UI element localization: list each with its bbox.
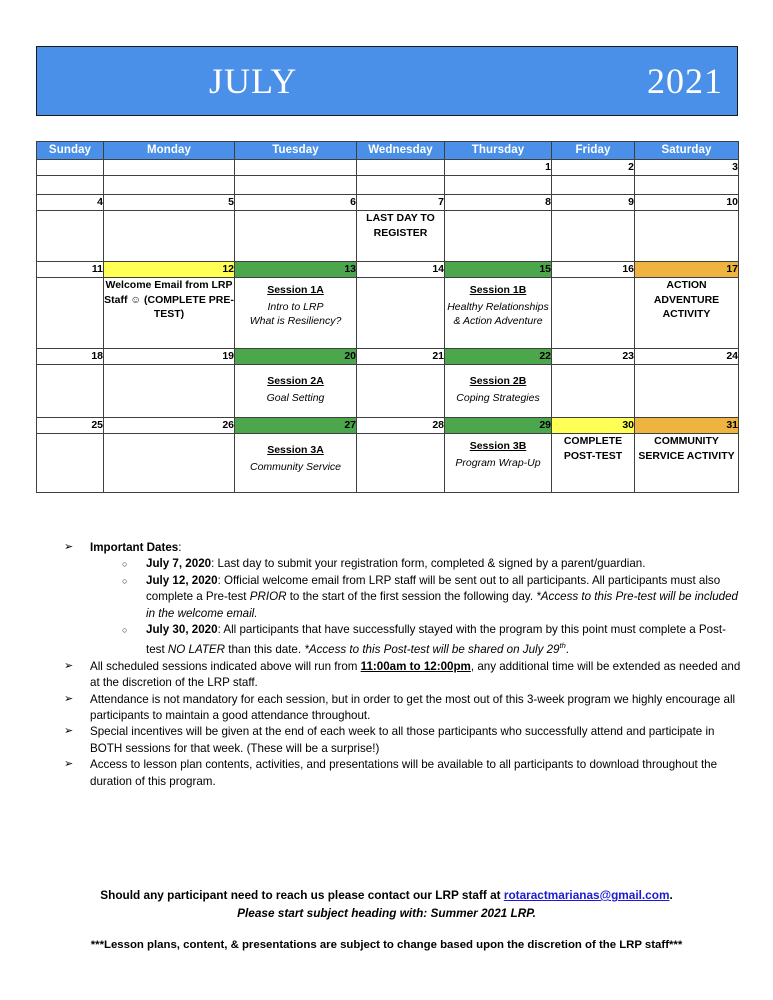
day-number: 2	[552, 160, 635, 176]
day-number: 4	[37, 195, 104, 211]
notes-section	[0, 540, 773, 790]
day-number: 8	[445, 195, 552, 211]
day-cell	[37, 434, 104, 493]
session-subtitle: Program Wrap-Up	[455, 456, 541, 469]
day-cell	[104, 211, 235, 262]
day-cell-jul-27	[235, 434, 357, 493]
month-banner	[36, 46, 738, 116]
posttest-access-note: *Access to this Post-test will be shared on July 29	[304, 643, 560, 657]
day-number: 26	[104, 418, 235, 434]
calendar-table	[36, 141, 739, 493]
date-description-a: : All participants that have successfully stayed with the program by this point must complete a Post-test	[146, 623, 726, 657]
week-5-number-row	[37, 418, 739, 434]
day-cell	[445, 176, 552, 195]
community-service-activity-note: COMMUNITY SERVICE ACTIVITY	[638, 435, 735, 462]
day-number: 10	[635, 195, 739, 211]
date-description-b: to the start of the first session the following day.	[286, 590, 537, 604]
date-description-a: : Official welcome email from LRP staff will be sent out to all participants. All participants must also complete a Pre-test	[146, 573, 721, 604]
day-cell	[357, 176, 445, 195]
day-number: 28	[357, 418, 445, 434]
date-description-b: than this date.	[225, 643, 305, 657]
day-cell	[357, 434, 445, 493]
day-number-highlight-orange: 31	[635, 418, 739, 434]
important-date-july-12	[120, 573, 743, 622]
session-subtitle: Community Service	[249, 460, 342, 473]
day-cell	[552, 211, 635, 262]
day-number: 6	[235, 195, 357, 211]
month-name: JULY	[209, 61, 298, 101]
important-dates-colon: :	[178, 541, 182, 554]
day-cell	[552, 278, 635, 349]
day-number: 9	[552, 195, 635, 211]
session-subtitle: Coping Strategies	[456, 391, 540, 404]
day-number: 3	[635, 160, 739, 176]
day-cell	[635, 365, 739, 418]
calendar-body	[37, 160, 739, 493]
day-number: 7	[357, 195, 445, 211]
contact-email-link[interactable]: rotaractmarianas@gmail.com	[503, 888, 670, 902]
day-number	[235, 160, 357, 176]
session-subtitle: Intro to LRP What is Resiliency?	[249, 300, 342, 327]
day-number: 16	[552, 262, 635, 278]
day-cell-jul-20	[235, 365, 357, 418]
day-number-highlight-yellow: 12	[104, 262, 235, 278]
date-label: July 7, 2020	[146, 557, 212, 571]
important-dates-group	[62, 540, 743, 659]
day-cell	[635, 211, 739, 262]
day-cell	[552, 365, 635, 418]
note-text-b: , any additional time will be extended as needed and at the discretion of the LRP staff.	[90, 659, 741, 690]
important-dates-sublist	[90, 556, 743, 658]
day-cell	[235, 211, 357, 262]
note-text: Special incentives will be given at the end of each week to all those participants who successfully attend and participate in BOTH sessions for that week. (These will be a surprise!)	[90, 725, 715, 755]
date-description: : Last day to submit your registration form, completed & signed by a parent/guardian.	[211, 557, 646, 571]
day-number	[104, 160, 235, 176]
note-incentives	[62, 724, 743, 757]
day-cell	[37, 278, 104, 349]
day-cell	[37, 211, 104, 262]
emphasis-prior: PRIOR	[249, 590, 287, 604]
day-number-highlight-orange: 17	[635, 262, 739, 278]
week-1-number-row	[37, 160, 739, 176]
week-4-number-row	[37, 349, 739, 365]
contact-text-a: Should any participant need to reach us please contact our LRP staff at	[100, 888, 504, 902]
dow-monday: Monday	[104, 142, 235, 160]
day-cell-jul-31	[635, 434, 739, 493]
last-day-to-register-note: LAST DAY TO REGISTER	[366, 212, 435, 239]
session-subtitle: Healthy Relationships & Action Adventure	[447, 300, 549, 327]
contact-text-b: .	[669, 888, 673, 902]
session-title: Session 2B	[469, 375, 527, 387]
day-cell-jul-29	[445, 434, 552, 493]
calendar-grid	[36, 141, 738, 493]
day-cell	[37, 176, 104, 195]
ordinal-suffix: th	[559, 641, 566, 651]
day-number: 14	[357, 262, 445, 278]
day-number-highlight-green: 29	[445, 418, 552, 434]
note-lesson-access	[62, 757, 743, 790]
day-cell-jul-12	[104, 278, 235, 349]
dow-sunday: Sunday	[37, 142, 104, 160]
dow-tuesday: Tuesday	[235, 142, 357, 160]
day-number-highlight-green: 20	[235, 349, 357, 365]
important-date-july-30	[120, 622, 743, 659]
day-number: 25	[37, 418, 104, 434]
day-number: 1	[445, 160, 552, 176]
important-dates-label: Important Dates	[90, 541, 179, 554]
session-title: Session 2A	[267, 375, 324, 387]
note-text: Attendance is not mandatory for each session, but in order to get the most out of this 3-week program we highly encourage all participants to maintain a good attendance throughout.	[90, 692, 736, 722]
day-number: 5	[104, 195, 235, 211]
important-date-july-7	[120, 556, 743, 572]
day-cell	[37, 365, 104, 418]
session-title: Session 1A	[267, 284, 324, 296]
day-cell	[357, 278, 445, 349]
complete-post-test-note: COMPLETE POST-TEST	[563, 435, 623, 462]
day-cell	[104, 176, 235, 195]
day-number-highlight-yellow: 30	[552, 418, 635, 434]
day-cell-jul-17	[635, 278, 739, 349]
day-cell	[445, 211, 552, 262]
day-cell-jul-15	[445, 278, 552, 349]
day-number: 21	[357, 349, 445, 365]
day-number: 11	[37, 262, 104, 278]
day-cell	[235, 176, 357, 195]
date-label: July 30, 2020	[146, 623, 218, 637]
session-title: Session 3B	[469, 440, 527, 452]
day-cell-jul-7	[357, 211, 445, 262]
day-cell	[104, 434, 235, 493]
dow-wednesday: Wednesday	[357, 142, 445, 160]
action-adventure-activity-note: ACTION ADVENTURE ACTIVITY	[653, 279, 720, 320]
week-3-content-row	[37, 278, 739, 349]
footer-section	[0, 886, 773, 954]
note-attendance	[62, 692, 743, 725]
day-cell-jul-13	[235, 278, 357, 349]
welcome-email-note: Welcome Email from LRP Staff ☺ (COMPLETE PRE-TEST)	[104, 279, 234, 320]
day-number	[37, 160, 104, 176]
note-text-a: All scheduled sessions indicated above will run from	[90, 659, 361, 673]
notes-bullet-list	[0, 540, 773, 790]
year-label: 2021	[647, 61, 723, 101]
day-number: 24	[635, 349, 739, 365]
session-subtitle: Goal Setting	[266, 391, 325, 404]
note-session-times	[62, 659, 743, 692]
session-title: Session 1B	[469, 284, 527, 296]
day-cell	[635, 176, 739, 195]
note-text: Access to lesson plan contents, activities, and presentations will be available to all participants to download throughout the duration of this program.	[90, 758, 718, 788]
emphasis-no-later: NO LATER	[167, 643, 226, 657]
subject-heading-line: Please start subject heading with: Summer 2021 LRP.	[237, 906, 536, 920]
disclaimer-line: ***Lesson plans, content, & presentations are subject to change based upon the discretion of the LRP staff***	[90, 939, 683, 951]
contact-line	[0, 886, 773, 904]
week-3-number-row	[37, 262, 739, 278]
session-title: Session 3A	[267, 444, 324, 456]
day-cell-jul-22	[445, 365, 552, 418]
day-number-highlight-green: 22	[445, 349, 552, 365]
day-number-highlight-green: 27	[235, 418, 357, 434]
day-of-week-header-row	[37, 142, 739, 160]
dow-friday: Friday	[552, 142, 635, 160]
dow-thursday: Thursday	[445, 142, 552, 160]
day-number: 19	[104, 349, 235, 365]
pretest-access-note: *Access to this Pre-test will be included in the welcome email.	[146, 590, 738, 620]
day-cell	[357, 365, 445, 418]
day-cell	[104, 365, 235, 418]
day-number	[357, 160, 445, 176]
day-number: 18	[37, 349, 104, 365]
week-2-content-row	[37, 211, 739, 262]
week-4-content-row	[37, 365, 739, 418]
session-time-range: 11:00am to 12:00pm	[360, 659, 471, 673]
week-1-content-row	[37, 176, 739, 195]
day-number-highlight-green: 15	[445, 262, 552, 278]
week-5-content-row	[37, 434, 739, 493]
day-number-highlight-green: 13	[235, 262, 357, 278]
dow-saturday: Saturday	[635, 142, 739, 160]
day-cell-jul-30	[552, 434, 635, 493]
date-description-c: .	[565, 643, 570, 657]
day-cell	[552, 176, 635, 195]
date-label: July 12, 2020	[146, 573, 218, 587]
day-number: 23	[552, 349, 635, 365]
